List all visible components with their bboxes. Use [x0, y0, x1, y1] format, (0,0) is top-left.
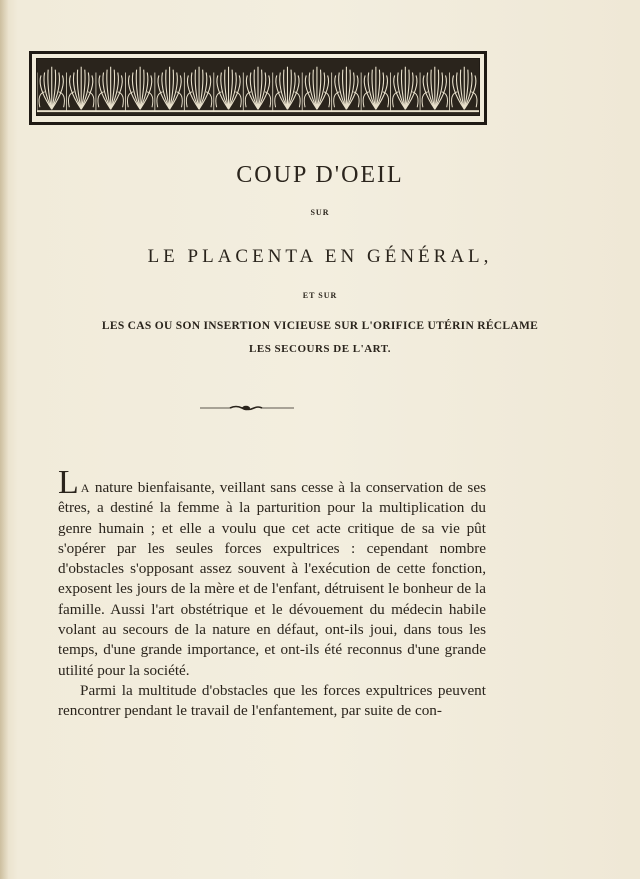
first-word-rest: A: [80, 481, 90, 495]
subtitle-line-3: LES CAS OU SON INSERTION VICIEUSE SUR L'ORIFICE UTÉRIN RÉCLAME: [101, 320, 539, 332]
sur-label: SUR: [310, 208, 330, 217]
page-binding-edge: [0, 0, 8, 879]
paragraph-1-text: nature bienfaisante, veillant sans cesse à la conservation de ses êtres, a destiné la femme à la parturition pour la multiplication du genre humain ; et elle a voulu que cet acte critique de sa vie pût s'opérer par les seules forces expultrices : cependant nombre d'obstacles s'opposant assez souvent à l'exécution de cette fonction, exposent les jours de la mère et de l'enfant, détruisent le bonheur de la famille. Aussi l'art obstétrique et le dévouement du médecin habile volant au secours de la nature en défaut, ont-ils joui, dans tous les temps, d'une grande importance, et ont-ils été reconnus d'une grande utilité pour la société.: [58, 479, 486, 679]
subtitle-line-4: LES SECOURS DE L'ART.: [249, 343, 391, 355]
acanthus-frieze-icon: [37, 59, 479, 115]
drop-cap: L: [58, 464, 79, 501]
et-sur-label: ET SUR: [302, 291, 338, 300]
paragraph-1: [58, 464, 486, 681]
rule-divider-icon: [200, 404, 294, 412]
headpiece-ornament: [29, 51, 487, 125]
page-subtitle: LE PLACENTA EN GÉNÉRAL,: [147, 246, 493, 267]
paragraph-2: Parmi la multitude d'obstacles que les forces expultrices peuvent rencontrer pendant le travail de l'enfantement, par suite de con-: [58, 681, 486, 720]
page-title: COUP D'OEIL: [236, 162, 404, 188]
body-text: [58, 464, 486, 722]
